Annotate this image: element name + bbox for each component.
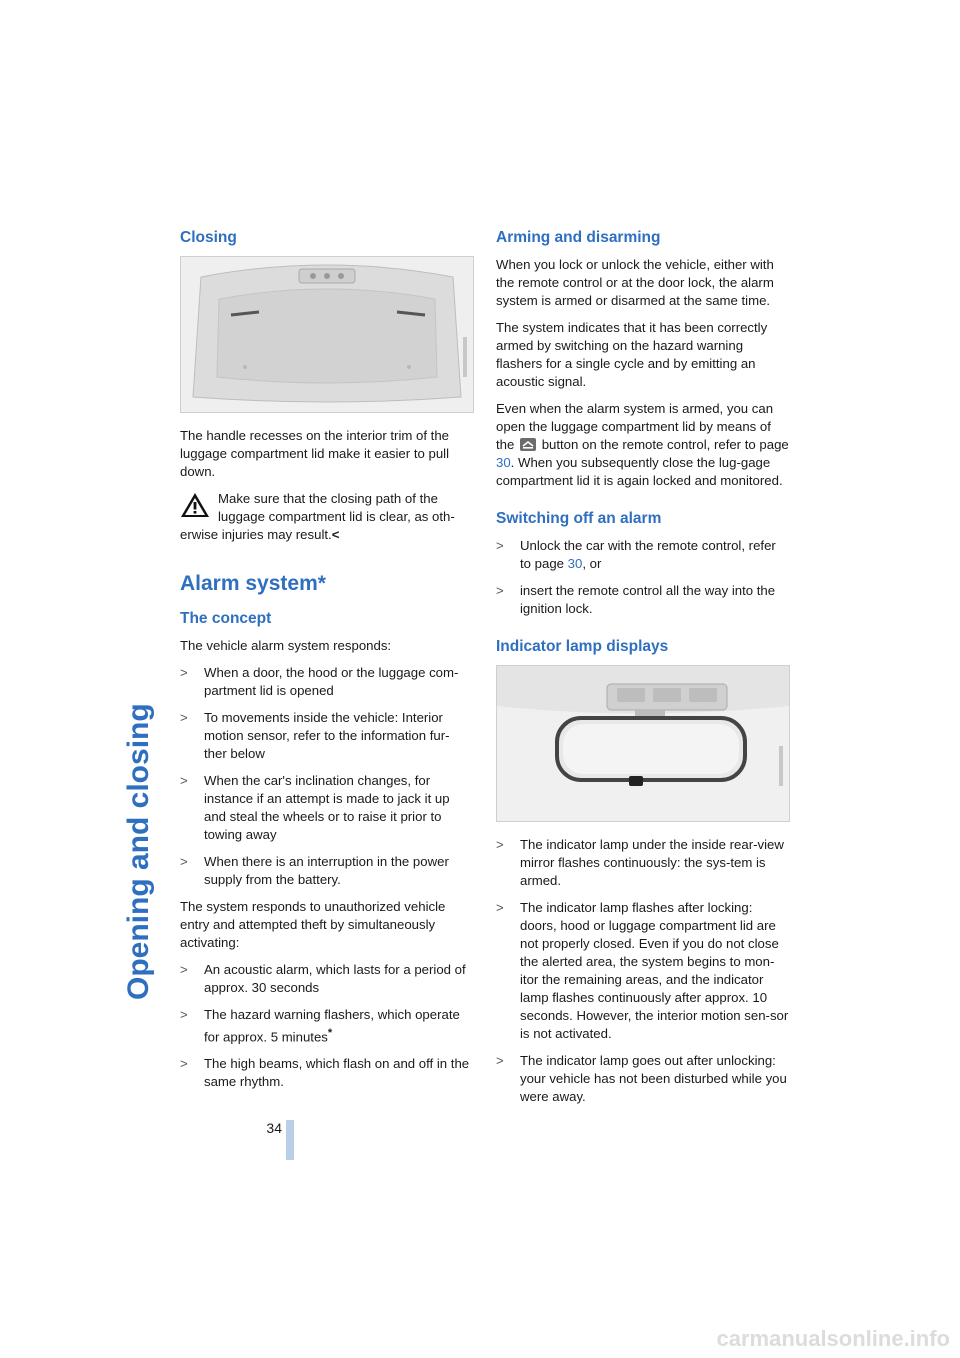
list-item — [496, 836, 790, 890]
footer-watermark — [678, 1320, 954, 1354]
indicator-heading: Indicator lamp displays — [496, 638, 669, 655]
page-number: 34 — [266, 1120, 282, 1136]
list-item — [496, 582, 790, 618]
concept-intro: The vehicle alarm system responds: — [180, 638, 392, 653]
arming-p3-part-2: button on the remote control, refer to page — [541, 437, 789, 452]
side-title-text: Opening and closing — [122, 703, 155, 1000]
list-item — [180, 709, 470, 763]
bullet-marker: > — [180, 1007, 188, 1022]
list-item-text-end: , or — [582, 556, 602, 571]
bullet-marker: > — [180, 962, 188, 977]
bullet-marker: > — [180, 1056, 188, 1072]
footer-watermark-text: carmanualsonline.info — [716, 1326, 950, 1351]
list-item-text: The high beams, which flash on and off in the same rhythm. — [204, 1056, 470, 1090]
list-item — [180, 961, 470, 997]
right-column — [496, 228, 790, 1115]
bullet-marker: > — [180, 665, 188, 680]
optional-asterisk: * — [327, 1027, 333, 1039]
figure-code — [460, 337, 470, 377]
warning-end-mark: < — [331, 527, 340, 542]
bullet-marker: > — [180, 710, 188, 725]
list-item-text: When there is an interruption in the power supply from the battery. — [204, 854, 449, 887]
trunk-button-icon — [520, 438, 536, 451]
page-number-bar — [286, 1120, 294, 1160]
left-column — [180, 228, 470, 1100]
side-title — [118, 240, 158, 1000]
page-reference-link[interactable]: 30 — [496, 455, 511, 470]
bullet-marker: > — [496, 900, 504, 915]
list-item-text: The indicator lamp flashes after locking: doors, hood or luggage compartment lid are not properly closed. Even if you do not close the alerted area, the system begins to mon-itor the remaining areas, and the indicator lamp flashes continuously after approx. 10 seconds. However, the interior motion sen-sor is not activated. — [520, 900, 789, 1041]
closing-text: The handle recesses on the interior trim of the luggage compartment lid make it easier to pull down. — [180, 428, 450, 479]
list-item-text: Unlock the car with the remote control, refer to page — [520, 538, 776, 571]
bullet-marker: > — [496, 1053, 504, 1068]
warning-text: Make sure that the closing path of the luggage compartment lid is clear, as oth-erwise injuries may result. — [180, 491, 455, 542]
list-item-text: An acoustic alarm, which lasts for a period of approx. 30 seconds — [204, 962, 466, 995]
list-item — [496, 537, 790, 573]
arming-p3-part-1: Even when the alarm system is armed, you can open the luggage compartment lid by means of the — [496, 401, 774, 452]
concept-heading: The concept — [180, 610, 272, 627]
list-item — [496, 899, 790, 1043]
list-item-text: The indicator lamp goes out after unlocking: your vehicle has not been disturbed while you were away. — [520, 1053, 787, 1104]
list-item — [180, 664, 470, 700]
list-item — [180, 1055, 470, 1091]
bullet-marker: > — [180, 773, 188, 788]
switching-heading: Switching off an alarm — [496, 510, 662, 527]
luggage-lid-figure — [180, 256, 474, 413]
arming-paragraph-3 — [496, 400, 790, 490]
list-item-text: To movements inside the vehicle: Interior motion sensor, refer to the information fur-ther below — [204, 710, 450, 761]
arming-paragraph-2: The system indicates that it has been correctly armed by switching on the hazard warning flashers for a single cycle and by emitting an acoustic signal. — [496, 320, 768, 389]
list-item-text: The hazard warning flashers, which operate for approx. 5 minutes — [204, 1007, 460, 1045]
list-item-text: The indicator lamp under the inside rear-view mirror flashes continuously: the sys-tem is armed. — [520, 837, 784, 888]
list-item-text: When a door, the hood or the luggage com-partment lid is opened — [204, 665, 459, 698]
bullet-marker: > — [496, 583, 504, 598]
bullet-marker: > — [496, 837, 504, 852]
warning-triangle-icon — [180, 492, 210, 518]
list-item-text: When the car's inclination changes, for instance if an attempt is made to jack it up and steal the wheels or to raise it prior to towing away — [204, 773, 450, 842]
page-reference-link[interactable]: 30 — [567, 556, 583, 571]
figure-code — [776, 746, 786, 786]
arming-paragraph-1: When you lock or unlock the vehicle, either with the remote control or at the door lock, the alarm system is armed or disarmed at the same time. — [496, 257, 774, 308]
list-item — [496, 1052, 790, 1106]
arming-heading: Arming and disarming — [496, 229, 661, 246]
alarm-heading: Alarm system* — [180, 572, 326, 595]
warning-note — [180, 490, 470, 544]
list-item — [180, 853, 470, 889]
list-item — [180, 772, 470, 844]
bullet-marker: > — [180, 854, 188, 869]
arming-p3-part-3: . When you subsequently close the lug-gage compartment lid it is again locked and monitored. — [496, 455, 783, 488]
list-item — [180, 1006, 470, 1046]
list-item-text: insert the remote control all the way into the ignition lock. — [520, 583, 776, 616]
mirror-figure — [496, 665, 790, 822]
closing-heading: Closing — [180, 229, 237, 246]
bullet-marker: > — [496, 538, 504, 553]
activating-intro: The system responds to unauthorized vehicle entry and attempted theft by simultaneously activating: — [180, 899, 446, 950]
